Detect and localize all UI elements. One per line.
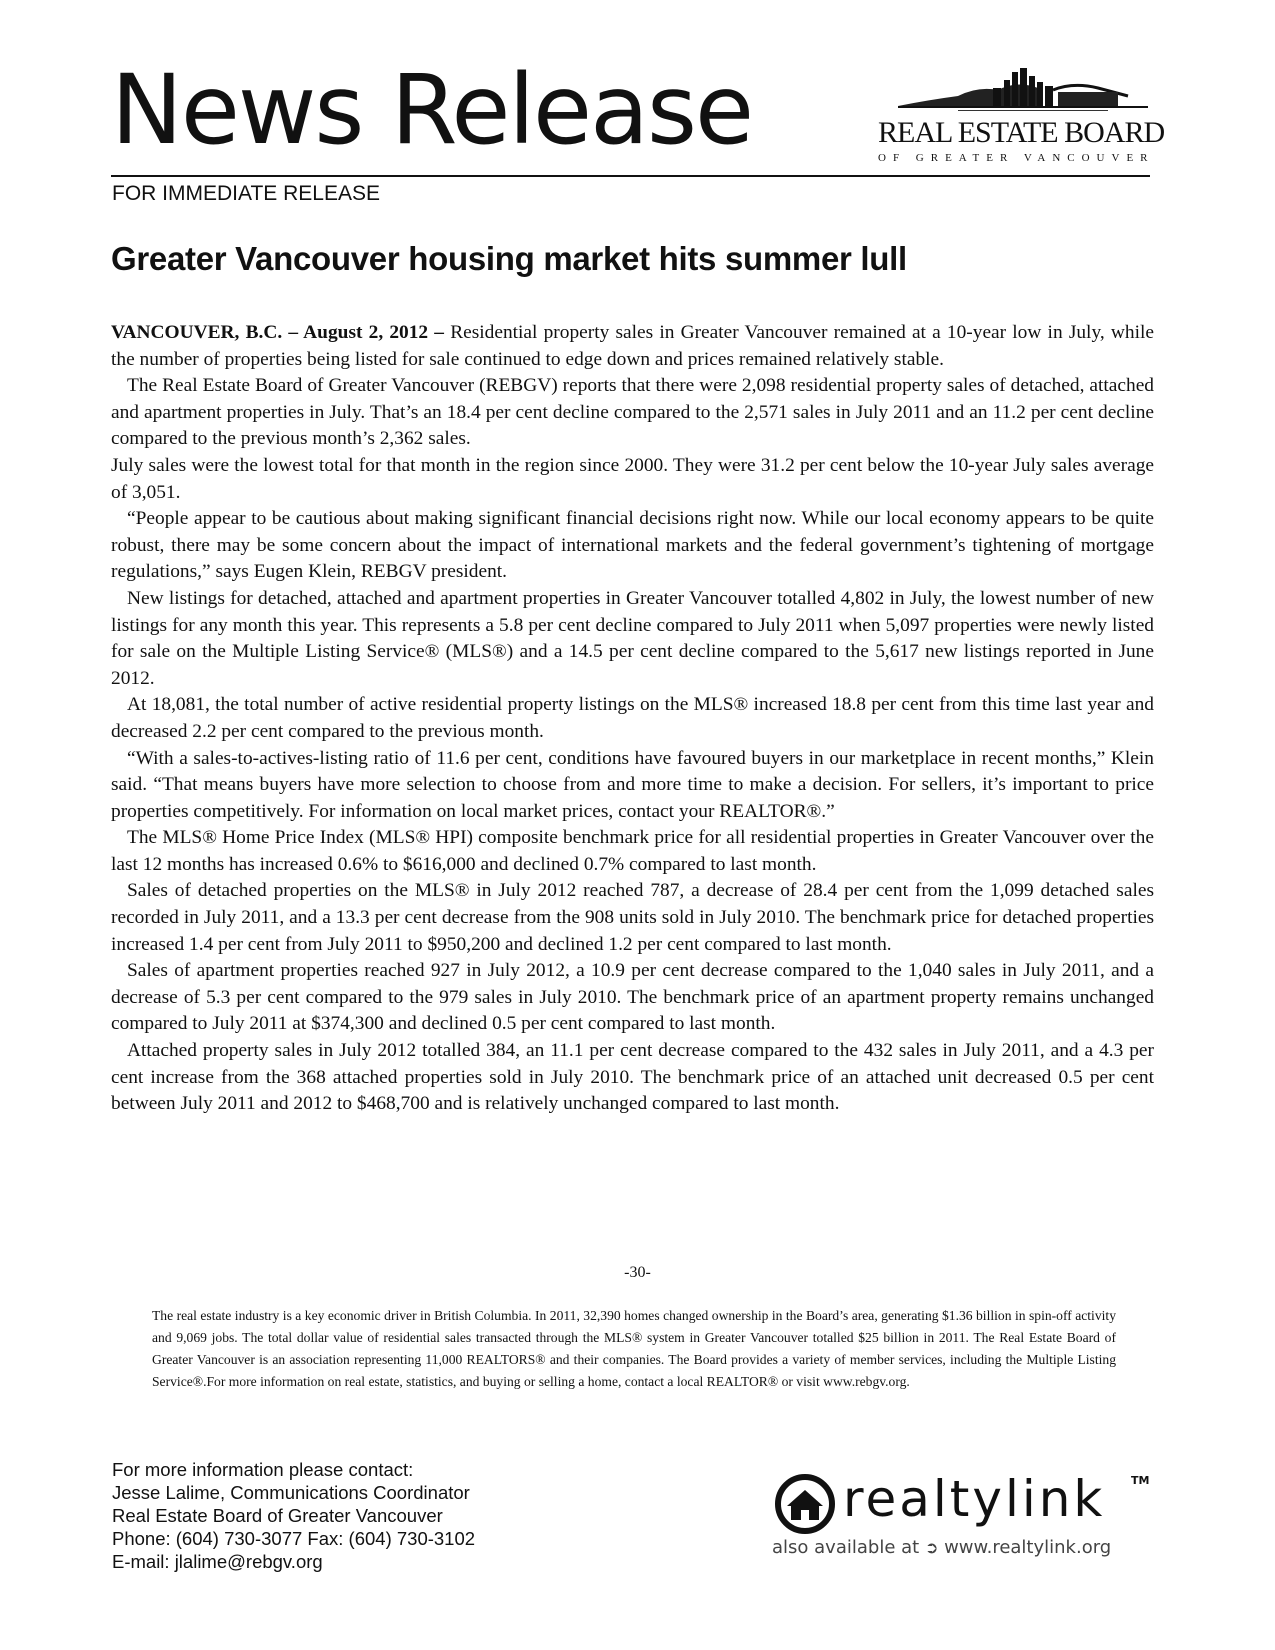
contact-name: Jesse Lalime, Communications Coordinator [112,1482,470,1503]
page-title: News Release [111,54,753,166]
paragraph-8: The MLS® Home Price Index (MLS® HPI) composite benchmark price for all residential properties in Greater Vancouver over the last 12 months has increased 0.6% to $616,000 and declined 0.7% compared to last month. [111,827,1154,875]
paragraph-6: At 18,081, the total number of active residential property listings on the MLS® increased 18.8 per cent from this time last year and decreased 2.2 per cent compared to the previous month. [111,694,1154,742]
reb-logo [878,66,1165,176]
paragraph-9: Sales of detached properties on the MLS® in July 2012 reached 787, a decrease of 28.4 per cent from the 1,099 detached sales recorded in July 2011, and a 13.3 per cent decrease from the 908 units sold in July 2010. The benchmark price for detached properties increased 1.4 per cent from July 2011 to $950,200 and declined 1.2 per cent compared to last month. [111,880,1154,955]
article-body [111,320,1154,1118]
paragraph-11: Attached property sales in July 2012 totalled 384, an 11.1 per cent decrease compared to the 432 sales in July 2011, and a 4.3 per cent increase from the 368 attached properties sold in July 2010. The benchmark price of an attached unit decreased 0.5 per cent between July 2011 and 2012 to $468,700 and is relatively unchanged compared to last month. [111,1040,1154,1115]
trademark: TM [1131,1474,1150,1487]
contact-org: Real Estate Board of Greater Vancouver [112,1505,443,1526]
house-icon [773,1472,837,1536]
realtylink-url[interactable]: www.realtylink.org [944,1537,1112,1558]
paragraph-10: Sales of apartment properties reached 927 in July 2012, a 10.9 per cent decrease compared to the 1,040 sales in July 2011, and a decrease of 5.3 per cent compared to the 979 sales in July 2010. The benchmark price of an apartment property remains unchanged compared to July 2011 at $374,300 and declined 0.5 per cent compared to last month. [111,960,1154,1035]
paragraph-7: “With a sales-to-actives-listing ratio of 11.6 per cent, conditions have favoured buyers in our marketplace in recent months,” Klein said. “That means buyers have more selection to choose from and more time to make a decision. For sellers, it’s important to price properties competitively. For information on local market prices, contact your REALTOR®.” [111,747,1154,822]
dateline: VANCOUVER, B.C. – August 2, 2012 – [111,322,444,343]
logo-name: REAL ESTATE BOARD [878,116,1165,149]
contact-phone: Phone: (604) 730-3077 Fax: (604) 730-3102 [112,1528,476,1549]
contact-intro: For more information please contact: [112,1459,414,1480]
headline: Greater Vancouver housing market hits summer lull [111,240,907,277]
paragraph-5: New listings for detached, attached and apartment properties in Greater Vancouver totalled 4,802 in July, the lowest number of new listings for any month this year. This represents a 5.8 per cent decline compared to July 2011 when 5,097 properties were newly listed for sale on the Multiple Listing Service® (MLS®) and a 14.5 per cent decline compared to the 5,617 new listings reported in June 2012. [111,587,1154,689]
paragraph-4: “People appear to be cautious about making significant financial decisions right now. While our local economy appears to be quite robust, there may be some concern about the impact of international markets and the federal government’s tightening of mortgage regulations,” says Eugen Klein, REBGV president. [111,508,1154,583]
paragraph-3: July sales were the lowest total for that month in the region since 2000. They were 31.2 per cent below the 10-year July sales average of 3,051. [111,454,1154,503]
contact-email[interactable]: E-mail: jlalime@rebgv.org [112,1551,323,1572]
logo-subtitle: OF GREATER VANCOUVER [878,152,1155,164]
header-rule [111,175,1150,177]
realtylink-name: realtylink [843,1470,1106,1528]
availability-prefix: also available at [772,1537,920,1558]
release-tag: FOR IMMEDIATE RELEASE [112,182,380,205]
realtylink-availability [772,1537,1111,1558]
contact-block [112,1458,475,1573]
arrow-icon: ➲ [924,1538,939,1557]
boilerplate: The real estate industry is a key economic driver in British Columbia. In 2011, 32,390 homes changed ownership in the Board’s area, generating $1.36 billion in spin-off activity and 9,069 jobs. The total dollar value of residential sales transacted through the MLS® system in Greater Vancouver totalled $25 billion in 2011. The Real Estate Board of Greater Vancouver is an association representing 11,000 REALTORS® and their companies. The Board provides a variety of member services, including the Multiple Listing Service®.For more information on real estate, statistics, and buying or selling a home, contact a local REALTOR® or visit www.rebgv.org. [152,1308,1116,1389]
paragraph-2: The Real Estate Board of Greater Vancouver (REBGV) reports that there were 2,098 residential property sales of detached, attached and apartment properties in July. That’s an 18.4 per cent decline compared to the 2,571 sales in July 2011 and an 11.2 per cent decline compared to the previous month’s 2,362 sales. [111,375,1154,450]
paragraph-1: VANCOUVER, B.C. – August 2, 2012 – Residential property sales in Greater Vancouver remained at a 10-year low in July, while the number of properties being listed for sale continued to edge down and prices remained relatively stable. [111,322,1154,370]
end-marker: -30- [624,1264,651,1281]
